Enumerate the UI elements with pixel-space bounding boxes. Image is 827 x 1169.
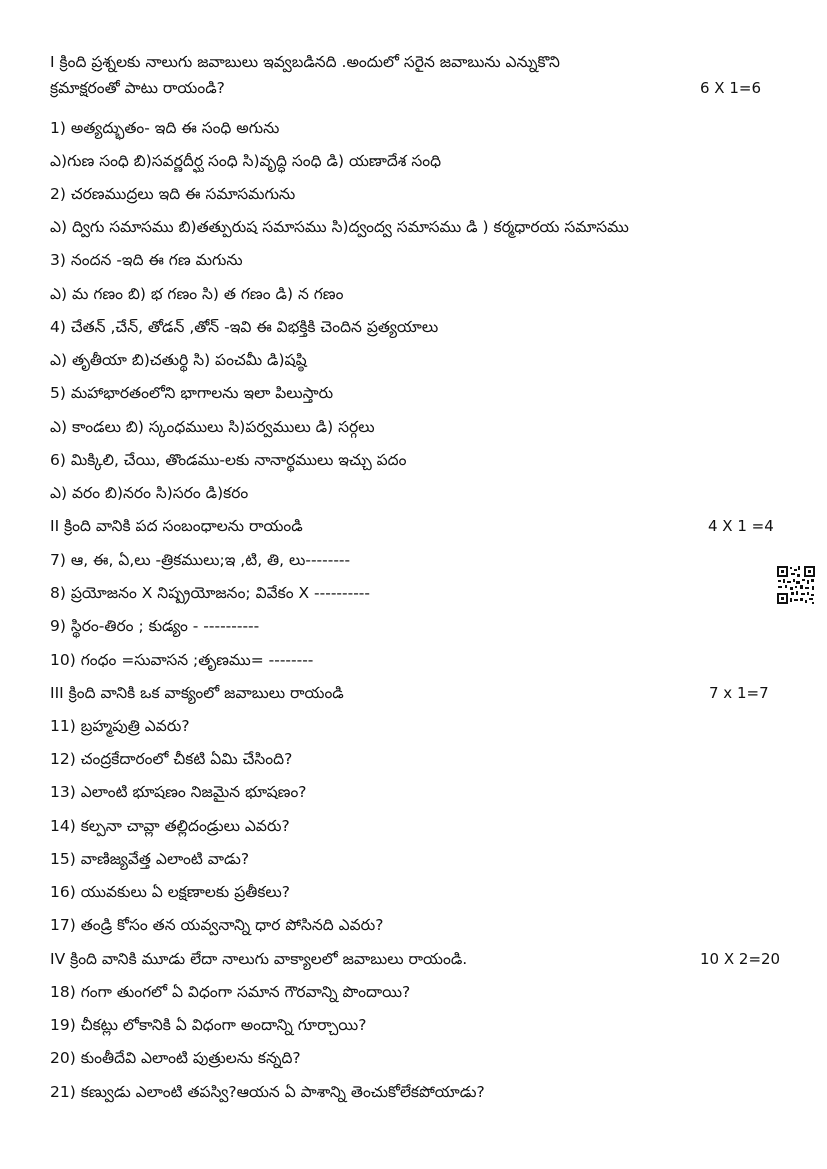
options-line: ఎ) వరం బి)నరం సి)సరం డి)కరం (50, 484, 249, 502)
question-line: 12) చంద్రకేదారంలో చీకటి ఏమి చేసింది? (50, 750, 293, 768)
question-line: 7) ఆ, ఈ, ఏ,లు -త్రికములు;ఇ ,టి, తి, లు-------- (50, 551, 351, 569)
question-line: 4) చేతన్ ,చేన్, తోడన్ ,తోన్ -ఇవి ఈ విభక్తికి చెందిన ప్రత్యయాలు (50, 318, 439, 336)
qr-code-icon (776, 565, 816, 605)
section-4-heading: IV క్రింది వానికి మూడు లేదా నాలుగు వాక్యాలలో జవాబులు రాయండి. (50, 950, 468, 968)
question-line: 13) ఎలాంటి భూషణం నిజమైన భూషణం? (50, 783, 307, 801)
section-3-marks: 7 x 1=7 (709, 684, 769, 702)
question-line: 3) నందన -ఇది ఈ గణ మగును (50, 251, 243, 269)
section-1-marks: 6 X 1=6 (700, 79, 762, 97)
question-line: 10) గంధం =సువాసన ;తృణము= -------- (50, 651, 314, 669)
question-line: 2) చరణముద్రలు ఇది ఈ సమాసమగును (50, 185, 296, 203)
question-line: 5) మహాభారతంలోని భాగాలను ఇలా పిలుస్తారు (50, 384, 334, 402)
options-line: ఎ) ద్విగు సమాసము బి)తత్పురుష సమాసము సి)ద్వంద్వ సమాసము డి ) కర్మధారయ సమాసము (50, 218, 629, 236)
question-line: 11) బ్రహ్మపుత్రి ఎవరు? (50, 717, 190, 735)
question-line: 21) కణ్వుడు ఎలాంటి తపస్వి?ఆయన ఏ పాశాన్ని తెంచుకోలేకపోయాడు? (50, 1083, 485, 1101)
question-line: 18) గంగా తుంగలో ఏ విధంగా సమాన గౌరవాన్ని పొందాయి? (50, 983, 411, 1001)
question-line: 14) కల్పనా చావ్లా తల్లిదండ్రులు ఎవరు? (50, 817, 290, 835)
section-1-heading-continued: క్రమాక్షరంతో పాటు రాయండి? (50, 79, 225, 97)
question-line: 17) తండ్రి కోసం తన యవ్వనాన్ని ధార పోసినది ఎవరు? (50, 916, 384, 934)
options-line: ఎ) మ గణం బి) భ గణం సి) త గణం డి) న గణం (50, 285, 344, 303)
question-line: 20) కుంతీదేవి ఎలాంటి పుత్రులను కన్నది? (50, 1049, 301, 1067)
section-2-marks: 4 X 1 =4 (708, 517, 774, 535)
question-line: 1) అత్యద్భుతం- ఇది ఈ సంధి అగును (50, 119, 280, 137)
section-4-marks: 10 X 2=20 (700, 950, 781, 968)
options-line: ఎ)గుణ సంధి బి)సవర్ణదీర్ఘ సంధి సి)వృద్ధి సంధి డి) యణాదేశ సంధి (50, 152, 442, 170)
question-line: 9) స్థిరం-తిరం ; కుడ్యం - ---------- (50, 617, 260, 635)
question-line: 6) మిక్కిలి, చేయి, తొండము-లకు నానార్థములు ఇచ్చు పదం (50, 451, 407, 469)
question-line: 8) ప్రయోజనం X నిష్ప్రయోజనం; వివేకం X ---------- (50, 584, 370, 602)
question-line: 19) చీకట్లు లోకానికి ఏ విధంగా అందాన్ని గూర్చాయి? (50, 1016, 367, 1034)
question-line: 15) వాణిజ్యవేత్త ఎలాంటి వాడు? (50, 850, 250, 868)
section-2-heading: II క్రింది వానికి పద సంబంధాలను రాయండి (50, 517, 303, 535)
section-1-heading: I క్రింది ప్రశ్నలకు నాలుగు జవాబులు ఇవ్వబడినది .అందులో సరైన జవాబును ఎన్నుకొని (50, 53, 560, 71)
options-line: ఎ) తృతీయా బి)చతుర్థి సి) పంచమీ డి)షష్ఠి (50, 351, 307, 369)
question-line: 16) యువకులు ఏ లక్షణాలకు ప్రతీకలు? (50, 883, 291, 901)
options-line: ఎ) కాండలు బి) స్కంధములు సి)పర్వములు డి) సర్గలు (50, 418, 375, 436)
section-3-heading: III క్రింది వానికి ఒక వాక్యంలో జవాబులు రాయండి (50, 684, 344, 702)
